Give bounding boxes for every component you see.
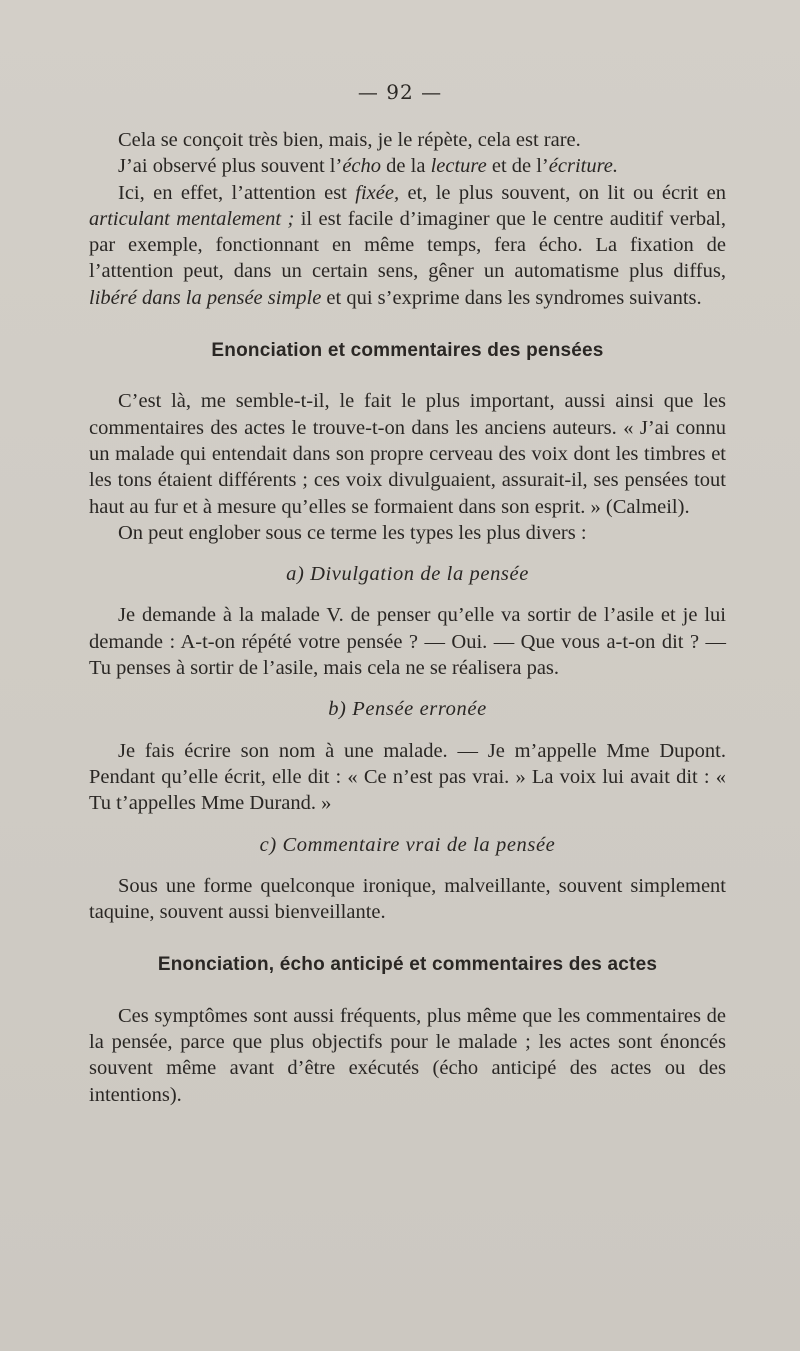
subheading-title: Commentaire vrai de la pensée	[282, 833, 556, 856]
paragraph-erronee: Je fais écrire son nom à une malade. — Je m’appelle Mme Dupont. Pendant qu’elle écrit, elle dit : « Ce n’est pas vrai. » La voix lui avait dit : « Tu t’appelles Mme Durand. »	[89, 739, 726, 815]
italic-ecriture: écriture.	[548, 155, 619, 178]
italic-lecture: lecture	[430, 155, 487, 178]
paragraph-actes: Ces symptômes sont aussi fréquents, plus même que les commentaires de la pensée, parce que plus objectifs pour le malade ; les actes sont énoncés souvent même avant d’être exécutés (écho anticipé des actes ou des intentions).	[89, 1004, 726, 1106]
sentence-rare: Cela se conçoit très bien, mais, je le répète, cela est rare.	[118, 129, 581, 151]
italic-fixee: fixée,	[355, 181, 400, 204]
subheading-label: a)	[286, 563, 305, 586]
page-body	[89, 127, 726, 1108]
paragraph-attention	[89, 180, 726, 311]
paragraph-echo	[89, 153, 726, 179]
subheading-erronee	[89, 696, 726, 722]
subheading-title: Divulgation de la pensée	[310, 563, 529, 586]
italic-articulant: articulant mentalement ;	[89, 207, 295, 230]
text-run: J’ai observé plus souvent l’	[118, 155, 343, 178]
italic-libere: libéré dans la pensée simple	[89, 286, 322, 309]
italic-echo: écho	[342, 155, 382, 178]
paragraph-intro	[89, 127, 726, 153]
text-run: et, le plus souvent, on lit ou écrit en	[399, 181, 726, 204]
subheading-commentaire	[89, 832, 726, 858]
text-run: et de l’	[486, 155, 549, 178]
paragraph-calmeil: C’est là, me semble-t-il, le fait le plus important, aussi ainsi que les commentaires des actes le trouve-t-on dans les anciens auteurs. « J’ai connu un malade qui entendait dans son propre cerveau des voix dont les timbres et les tons étaient différents ; ces voix divulguaient, assurait-il, ses pensées tout haut au fur et à mesure qu’elles se formaient dans son esprit. » (Calmeil).	[89, 390, 726, 518]
text-run: Ici, en effet, l’attention est	[118, 181, 356, 204]
text-run: il est facile d’imaginer que le centre auditif verbal, par exemple, fonctionnant en même temps, fera écho. La fixation de l’attention peut, dans un certain sens, gêner un automatisme plus diffus,	[89, 207, 727, 283]
text-run: de la	[381, 155, 431, 178]
subheading-label: c)	[259, 833, 277, 856]
paragraph-types: On peut englober sous ce terme les types les plus divers :	[118, 521, 587, 544]
paragraph-commentaire: Sous une forme quelconque ironique, malveillante, souvent simplement taquine, souvent aussi bienveillante.	[89, 874, 726, 924]
subheading-divulgation	[89, 561, 726, 587]
subheading-label: b)	[328, 698, 347, 721]
text-run: et qui s’exprime dans les syndromes suivants.	[321, 286, 702, 309]
section-heading-pensees: Enonciation et commentaires des pensées	[211, 340, 604, 362]
subheading-title: Pensée erronée	[352, 698, 487, 721]
paragraph-divulgation: Je demande à la malade V. de penser qu’elle va sortir de l’asile et je lui demande : A-t-on répété votre pensée ? — Oui. — Que vous a-t-on dit ? — Tu penses à sortir de l’asile, mais cela ne se réalisera pas.	[89, 604, 726, 680]
section-heading-actes: Enonciation, écho anticipé et commentaires des actes	[157, 954, 658, 976]
page-number: — 92 —	[357, 80, 443, 104]
